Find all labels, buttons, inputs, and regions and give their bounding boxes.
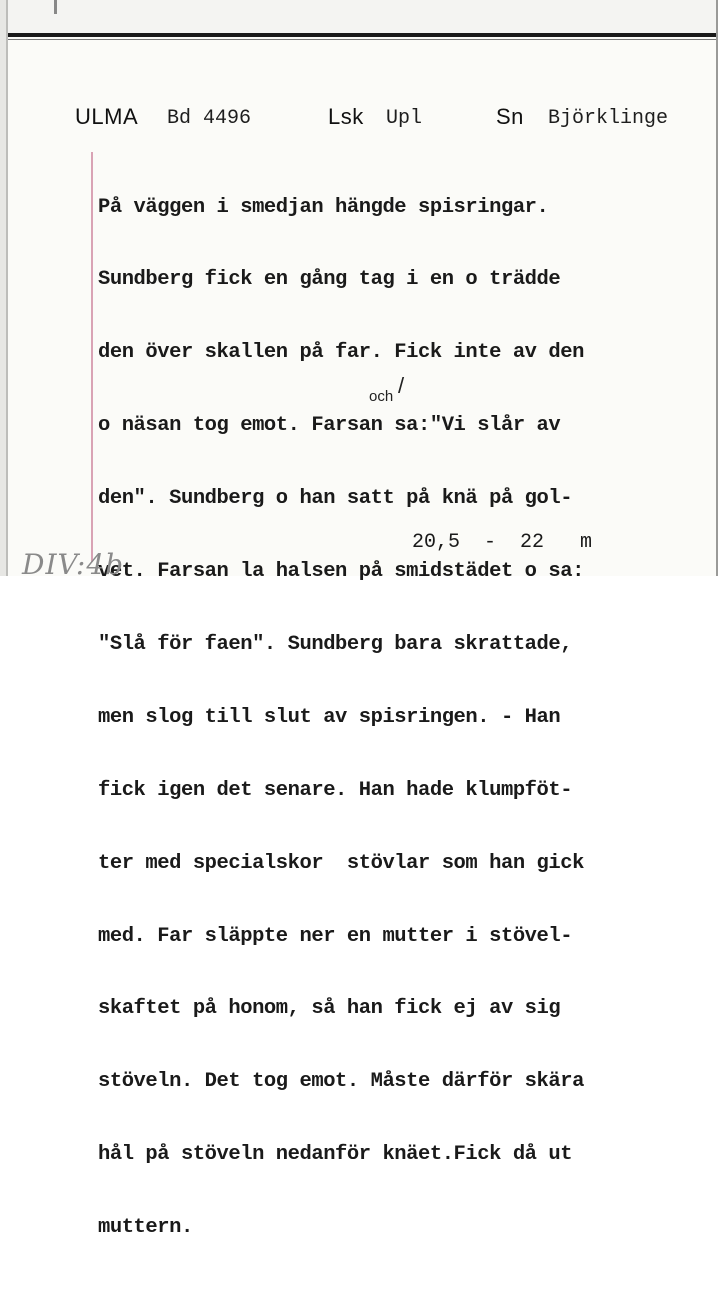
text-line: den över skallen på far. Fick inte av den	[98, 341, 584, 365]
text-line: ter med specialskor stövlar som han gick	[98, 851, 584, 875]
text-line: med. Far släppte ner en mutter i stövel-	[98, 924, 573, 948]
card-top-strip	[0, 0, 718, 34]
handwritten-insert: och	[369, 388, 394, 405]
text-line: o näsan tog emot. Farsan sa:"Vi slår av	[98, 414, 561, 438]
text-line: muttern.	[98, 1216, 193, 1240]
margin-rule	[91, 152, 93, 562]
typed-text	[98, 147, 718, 1289]
top-rule-thin	[6, 39, 718, 40]
text-line: vet. Farsan la halsen på smidstädet o sa:	[98, 560, 584, 584]
text-line: fick igen det senare. Han hade klumpföt-	[98, 778, 573, 802]
card-corner-mark	[54, 0, 57, 14]
parish-label: Sn	[496, 104, 524, 129]
card-header	[75, 104, 705, 136]
text-line: "Slå för faen". Sundberg bara skrattade,	[98, 632, 573, 656]
text-line: stöveln. Det tog emot. Måste därför skära	[98, 1070, 584, 1094]
left-edge-line	[6, 0, 8, 576]
district-label: Lsk	[328, 104, 364, 129]
text-line: men slog till slut av spisringen. - Han	[98, 705, 561, 729]
text-line: På väggen i smedjan hängde spisringar.	[98, 195, 549, 219]
insert-caret: /	[398, 373, 405, 398]
text-line: den". Sundberg o han satt på knä på gol-	[98, 487, 573, 511]
archive-stamp: DIV:4b	[22, 548, 125, 581]
text-line: Sundberg fick en gång tag i en o trädde	[98, 268, 561, 292]
footer-note: 20,5 - 22 m	[412, 531, 593, 554]
parish-value: Björklinge	[548, 107, 669, 130]
top-rule	[6, 33, 718, 37]
text-line: hål på stöveln nedanför knäet.Fick då ut	[98, 1143, 573, 1167]
archive-label: ULMA	[75, 104, 139, 129]
text-line: skaftet på honom, så han fick ej av sig	[98, 997, 561, 1021]
district-value: Upl	[386, 107, 423, 130]
archive-value: Bd 4496	[167, 107, 252, 130]
